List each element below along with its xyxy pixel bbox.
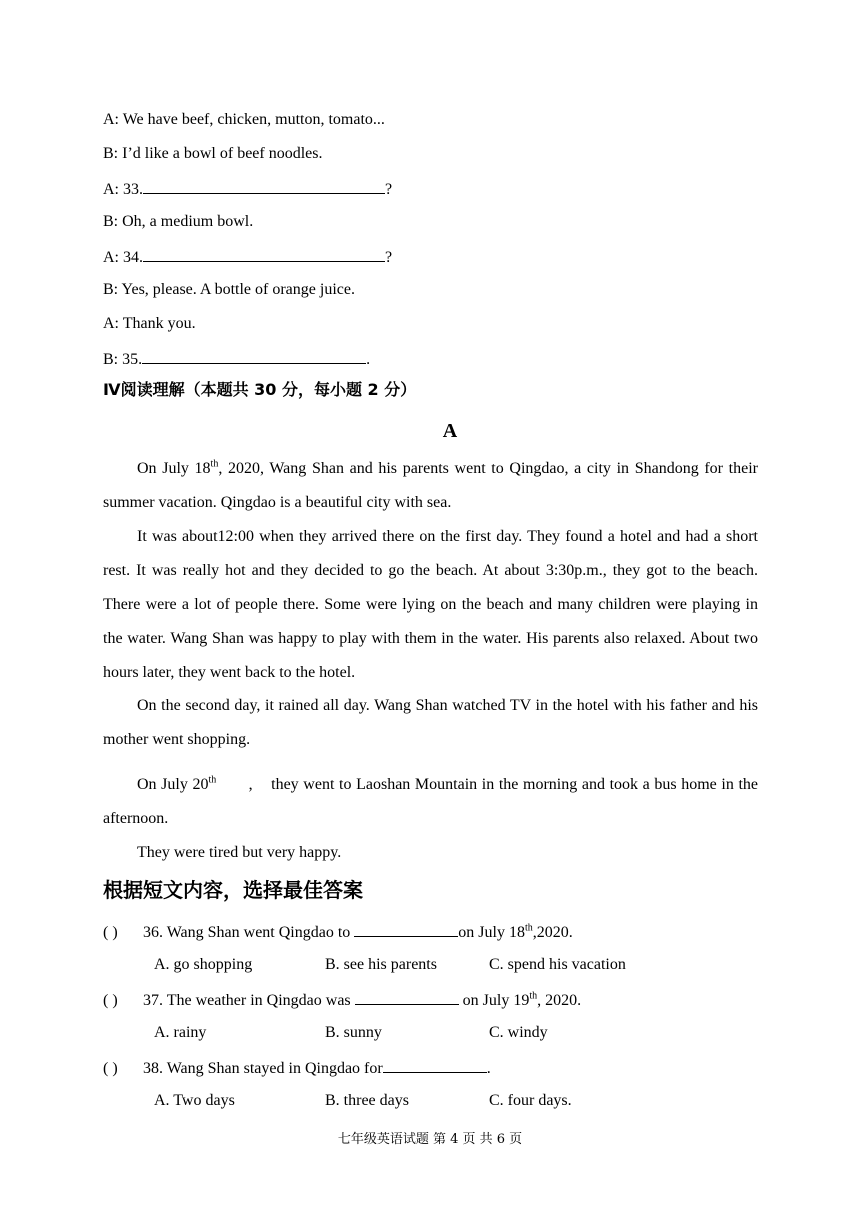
passage-paragraph-4: On July 20th , they went to Laoshan Mountain in the morning and took a bus home in the afternoon. [103, 774, 759, 827]
passage-paragraph-3: On the second day, it rained all day. Wang Shan watched TV in the hotel with his father and his mother went shopping. [103, 697, 758, 748]
instruction-heading: 根据短文内容，选择最佳答案 [103, 878, 363, 902]
option-a[interactable]: A. rainy [154, 1024, 207, 1041]
page-footer: 七年级英语试题 第 4 页 共 6 页 [337, 1132, 523, 1147]
answer-parentheses[interactable]: ( ) [103, 992, 118, 1009]
option-b[interactable]: B. see his parents [325, 956, 437, 973]
answer-blank-35[interactable] [142, 348, 366, 364]
answer-blank-33[interactable] [143, 178, 385, 194]
dialogue-line-33 [103, 178, 392, 200]
answer-blank-34[interactable] [143, 246, 385, 262]
dialogue-suffix: ? [385, 249, 393, 266]
dialogue-suffix: ? [385, 181, 393, 198]
dialogue-line: A: We have beef, chicken, mutton, tomato... [103, 111, 385, 128]
dialogue-line: B: I’d like a bowl of beef noodles. [103, 145, 323, 162]
question-38: ( ) 38. Wang Shan stayed in Qingdao for . [103, 1057, 491, 1079]
question-36: ( ) 36. Wang Shan went Qingdao to on July 18th,2020. [103, 922, 573, 941]
dialogue-prefix: A: 34. [103, 249, 143, 266]
option-b[interactable]: B. three days [325, 1092, 409, 1109]
dialogue-prefix: A: 33. [103, 181, 143, 198]
option-a[interactable]: A. Two days [154, 1092, 235, 1109]
passage-paragraph-5: They were tired but very happy. [137, 844, 342, 861]
passage-paragraph-2: It was about12:00 when they arrived there on the first day. They found a hotel and had a short rest. It was really hot and they decided to go the beach. At about 3:30p.m., they got to the beach. There were a lot of people there. Some were lying on the beach and many children were playing in the water. Wang Shan was happy to play with them in the water. His parents also relaxed. About two hours later, they went back to the hotel. [103, 528, 758, 681]
dialogue-line-34 [103, 246, 392, 268]
option-c[interactable]: C. windy [489, 1024, 548, 1041]
dialogue-line: B: Oh, a medium bowl. [103, 213, 254, 230]
option-a[interactable]: A. go shopping [154, 956, 253, 973]
option-b[interactable]: B. sunny [325, 1024, 382, 1041]
answer-parentheses[interactable]: ( ) [103, 924, 118, 941]
dialogue-prefix: B: 35. [103, 351, 143, 368]
section-heading: Ⅳ阅读理解（本题共 30 分，每小题 2 分） [103, 380, 417, 399]
question-37: ( ) 37. The weather in Qingdao was on July 19th, 2020. [103, 990, 582, 1009]
passage-title: A [442, 420, 458, 442]
question-blank [355, 989, 459, 1005]
question-blank [354, 921, 458, 937]
dialogue-line-35 [103, 348, 370, 370]
option-c[interactable]: C. four days. [489, 1092, 572, 1109]
answer-parentheses[interactable]: ( ) [103, 1060, 118, 1077]
passage-paragraph-1: On July 18th, 2020, Wang Shan and his parents went to Qingdao, a city in Shandong for their summer vacation. Qingdao is a beautiful city with sea. [103, 458, 758, 511]
option-c[interactable]: C. spend his vacation [489, 956, 626, 973]
dialogue-line: B: Yes, please. A bottle of orange juice. [103, 281, 355, 298]
dialogue-suffix: . [366, 351, 371, 368]
dialogue-line: A: Thank you. [103, 315, 196, 332]
question-blank [383, 1057, 487, 1073]
